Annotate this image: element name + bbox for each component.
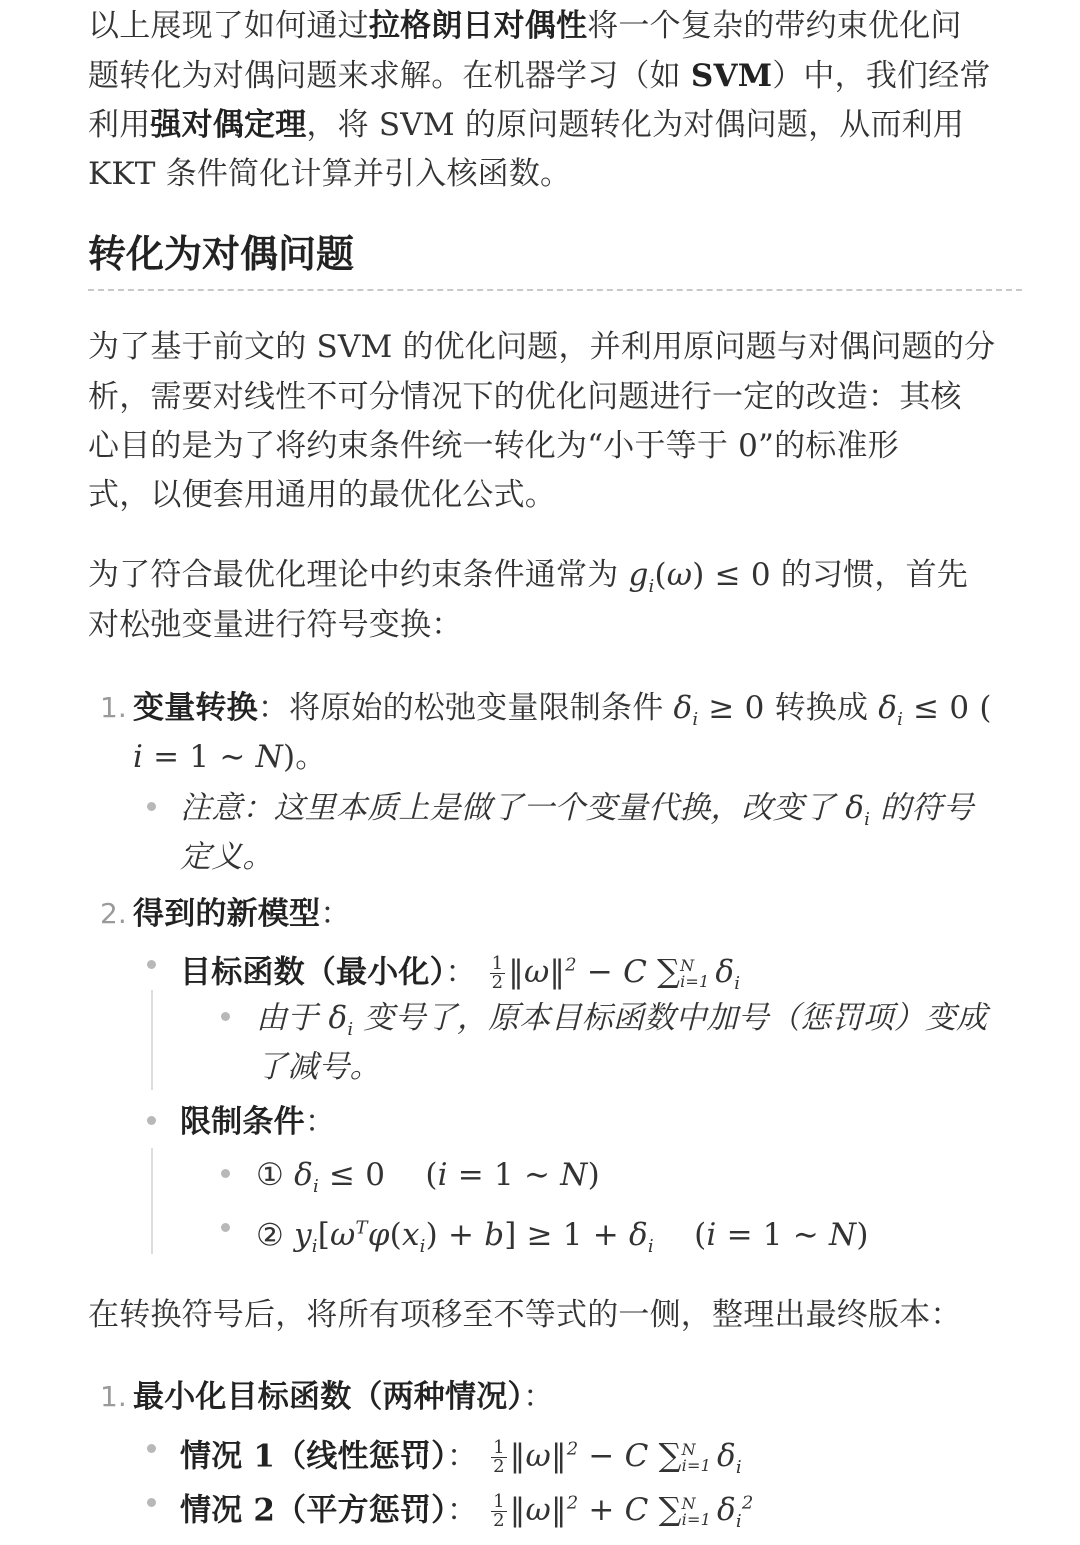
item-title-minimize-objective: 最小化目标函数（两种情况） <box>133 1379 524 1415</box>
list-number: 1. <box>100 691 127 724</box>
text: 将一个复杂的带约束优化问 <box>587 8 962 44</box>
math-delta: $\delta_i$ <box>845 790 871 831</box>
objective-note-line-1 <box>256 996 987 1052</box>
bold-term-strong-duality: 强对偶定理 <box>150 107 307 143</box>
objective-note-line-2: 了减号。 <box>256 1049 381 1085</box>
list1-item2-line <box>133 892 351 936</box>
item-title-variable-transform: 变量转换 <box>133 690 258 726</box>
circled-number: ① <box>256 1157 284 1193</box>
para1-line-3: 心目的是为了将约束条件统一转化为“小于等于 0”的标准形 <box>88 428 899 464</box>
para1-line-2: 析，需要对线性不可分情况下的优化问题进行一定的改造：其核 <box>88 379 962 415</box>
list1-item1-line2: i = 1 ∼ N)。 <box>133 739 327 775</box>
constraints-title-line <box>180 1100 336 1144</box>
text: 转换成 <box>764 690 879 726</box>
item-title-new-model: 得到的新模型 <box>133 896 321 932</box>
case-2-title: 情况 2（平方惩罚） <box>180 1492 447 1529</box>
bullet-dot <box>221 1223 230 1232</box>
para3-line: 在转换符号后，将所有项移至不等式的一侧，整理出最终版本： <box>88 1297 962 1333</box>
bullet-dot <box>147 802 156 811</box>
list2-item1-line <box>133 1375 554 1419</box>
bullet-dot <box>147 960 156 969</box>
text: 注意：这里本质上是做了一个变量代换，改变了 <box>180 790 846 826</box>
list1-item1-line1 <box>133 686 992 742</box>
text: ： <box>320 896 352 932</box>
text: 以上展现了如何通过 <box>88 8 369 44</box>
objective-title: 目标函数（最小化） <box>180 954 446 991</box>
math-delta-ge-zero: $\delta_i \ge 0$ <box>673 690 765 731</box>
constraint-1 <box>256 1153 600 1209</box>
note-line-2: 定义。 <box>180 839 274 875</box>
text: 题转化为对偶问题来求解。在机器学习（如 <box>88 58 691 94</box>
text: ( <box>969 690 992 726</box>
text: ）中，我们经常 <box>772 58 991 94</box>
text: ，将 SVM 的原问题转化为对偶问题，从而利用 <box>306 107 965 143</box>
para2-line-1 <box>88 553 968 609</box>
nested-guide-line <box>151 1148 153 1254</box>
intro-line-2 <box>88 54 991 98</box>
text: ： <box>446 1492 479 1529</box>
bold-term-lagrange-duality: 拉格朗日对偶性 <box>368 8 588 44</box>
text: ： <box>523 1379 555 1415</box>
para2-line-2: 对松弛变量进行符号变换： <box>88 607 463 643</box>
note-line-1 <box>180 786 974 842</box>
text: ： <box>304 1104 337 1140</box>
nested-guide-line <box>151 990 153 1090</box>
math-objective-case-1: $\frac{1}{2}$ ‖ω‖$^2$ − C ∑ N i=1 $\delta_i$ <box>493 1436 742 1479</box>
math-constraint-2: $y_i[\omega^T\varphi(x_i) + b] \ge 1 + \delta_i$ (i = 1 ∼ N) <box>294 1217 869 1258</box>
circled-number: ② <box>256 1217 284 1254</box>
section-heading: 转化为对偶问题 <box>88 232 355 276</box>
math-objective-linear: $\frac{1}{2}$ ‖ω‖$^2$ − C ∑ N i=1 $\delta_i$ <box>491 952 741 995</box>
heading-divider <box>88 289 1022 291</box>
text: 由于 <box>256 1000 329 1036</box>
math-g-constraint: $g_i(\omega) \le 0$ <box>628 557 771 598</box>
constraint-2 <box>256 1207 869 1270</box>
text: ： <box>446 1438 479 1475</box>
intro-line-3 <box>88 103 964 147</box>
text: 的符号 <box>870 790 974 826</box>
math-delta-le-zero: $\delta_i \le 0$ <box>878 690 970 731</box>
math-constraint-1: $\delta_i \le 0$ (i = 1 ∼ N) <box>294 1157 600 1198</box>
math-index-range: i = 1 ∼ N <box>133 739 283 775</box>
math-delta: $\delta_i$ <box>328 1000 354 1041</box>
text: ：将原始的松弛变量限制条件 <box>257 690 674 726</box>
text: 的习惯，首先 <box>770 557 969 593</box>
text: 变号了，原本目标函数中加号（惩罚项）变成 <box>353 1000 988 1036</box>
text: ： <box>445 954 477 991</box>
bullet-dot <box>147 1116 156 1125</box>
list-number: 1. <box>100 1380 127 1413</box>
text: 利用 <box>88 107 151 143</box>
case-1-title: 情况 1（线性惩罚） <box>180 1438 447 1475</box>
constraints-title: 限制条件 <box>180 1104 305 1140</box>
bold-term-svm: SVM <box>690 58 773 94</box>
case-2-line <box>180 1482 753 1545</box>
bullet-dot <box>221 1012 230 1021</box>
para1-line-4: 式，以便套用通用的最优化公式。 <box>88 477 556 513</box>
intro-line-4: KKT 条件简化计算并引入核函数。 <box>88 156 572 192</box>
bullet-dot <box>147 1444 156 1453</box>
intro-line-1 <box>88 4 962 48</box>
bullet-dot <box>147 1498 156 1507</box>
bullet-dot <box>221 1169 230 1178</box>
para1-line-1: 为了基于前文的 SVM 的优化问题，并利用原问题与对偶问题的分 <box>88 329 996 365</box>
math-objective-case-2: $\frac{1}{2}$ ‖ω‖$^2$ + C ∑ N i=1 $\delta_i^2$ <box>493 1490 754 1533</box>
list-number: 2. <box>100 897 127 930</box>
text: 为了符合最优化理论中约束条件通常为 <box>88 557 629 593</box>
